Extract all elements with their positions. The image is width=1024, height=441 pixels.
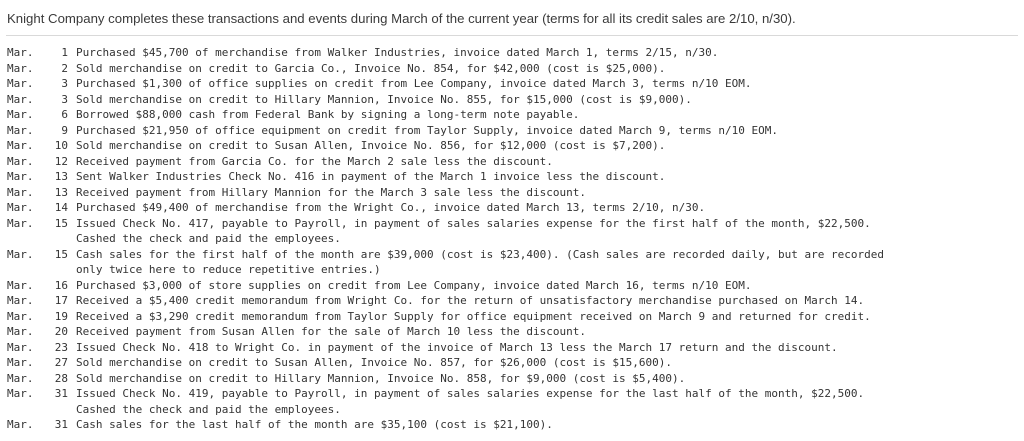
transaction-text: Received a $5,400 credit memorandum from Wright Co. for the return of unsatisfactory merchandise purchased on March 14. [76, 294, 865, 307]
transaction-month: Mar. [7, 170, 34, 183]
transaction-text: Sold merchandise on credit to Susan Allen, Invoice No. 856, for $12,000 (cost is $7,200). [76, 139, 666, 152]
transaction-month: Mar. [7, 154, 34, 168]
transaction-entry [7, 154, 884, 170]
transaction-text: Borrowed $88,000 cash from Federal Bank by signing a long-term note payable. [76, 108, 580, 121]
transaction-day: 19 [54, 309, 68, 323]
transaction-text: Purchased $3,000 of store supplies on credit from Lee Company, invoice dated March 16, terms n/10 EOM. [76, 278, 752, 292]
transaction-month: Mar. [7, 294, 34, 307]
transaction-text: Issued Check No. 418 to Wright Co. in payment of the invoice of March 13 less the March 17 return and the discount. [76, 340, 838, 354]
transaction-text: Received payment from Susan Allen for the sale of March 10 less the discount. [76, 325, 586, 338]
transaction-entry [7, 200, 884, 216]
transaction-text: Purchased $21,950 of office equipment on credit from Taylor Supply, invoice dated March 9, terms n/10 EOM. [76, 123, 778, 137]
transaction-day: 17 [54, 294, 68, 307]
transaction-entry [7, 45, 884, 61]
transaction-day: 12 [54, 154, 68, 168]
transaction-day: 28 [54, 371, 68, 385]
transaction-month: Mar. [7, 216, 34, 230]
transaction-month: Mar. [7, 185, 34, 199]
transaction-text: Issued Check No. 419, payable to Payroll, in payment of sales salaries expense for the last half of the month, $22,500. [76, 387, 865, 400]
transaction-day: 16 [54, 278, 68, 292]
transaction-day: 1 [61, 46, 68, 59]
transaction-entry [7, 309, 884, 325]
transaction-text: Sent Walker Industries Check No. 416 in payment of the March 1 invoice less the discount. [76, 170, 666, 183]
transaction-row [7, 371, 884, 387]
transaction-month: Mar. [7, 309, 34, 323]
transaction-row [7, 154, 884, 170]
transaction-month: Mar. [7, 278, 34, 292]
transaction-day: 2 [61, 61, 68, 75]
transaction-month: Mar. [7, 325, 34, 338]
transaction-month: Mar. [7, 201, 34, 214]
transaction-entry [7, 138, 884, 154]
transaction-entry [7, 247, 884, 278]
transaction-day: 9 [61, 123, 68, 137]
transaction-month: Mar. [7, 371, 34, 385]
transaction-day: 6 [61, 108, 68, 121]
transaction-day: 3 [61, 77, 68, 90]
transaction-row [7, 309, 884, 325]
transaction-text: Cash sales for the last half of the month are $35,100 (cost is $21,100). [76, 418, 553, 431]
transaction-month: Mar. [7, 387, 34, 400]
transaction-row [7, 123, 884, 139]
transaction-entry [7, 76, 884, 92]
transaction-entry [7, 371, 884, 387]
transaction-entry [7, 340, 884, 356]
transaction-text: Sold merchandise on credit to Hillary Mannion, Invoice No. 855, for $15,000 (cost is $9,000). [76, 92, 692, 106]
transaction-text: Sold merchandise on credit to Hillary Mannion, Invoice No. 858, for $9,000 (cost is $5,400). [76, 371, 686, 385]
transaction-row [7, 76, 884, 92]
transaction-month: Mar. [7, 247, 34, 261]
transaction-row [7, 278, 884, 294]
transaction-day: 3 [61, 92, 68, 106]
transaction-day: 27 [54, 356, 68, 369]
transaction-month: Mar. [7, 77, 34, 90]
transaction-entry [7, 355, 884, 371]
transaction-row [7, 417, 884, 433]
transaction-entry [7, 169, 884, 185]
transaction-text: Purchased $45,700 of merchandise from Walker Industries, invoice dated March 1, terms 2/15, n/30. [76, 46, 719, 59]
transaction-entry [7, 293, 884, 309]
transaction-month: Mar. [7, 356, 34, 369]
transaction-text: Cash sales for the first half of the month are $39,000 (cost is $23,400). (Cash sales are recorded daily, but are recorded [76, 247, 884, 261]
transaction-entry [7, 123, 884, 139]
transaction-row [7, 61, 884, 77]
transaction-entry [7, 216, 884, 247]
transaction-entry [7, 107, 884, 123]
transaction-row [7, 386, 884, 402]
transaction-day: 10 [54, 139, 68, 152]
transaction-row [7, 138, 884, 154]
transaction-text: Sold merchandise on credit to Susan Allen, Invoice No. 857, for $26,000 (cost is $15,600). [76, 356, 673, 369]
transaction-row [7, 45, 884, 61]
transaction-month: Mar. [7, 139, 34, 152]
transaction-text: Received payment from Hillary Mannion for the March 3 sale less the discount. [76, 185, 586, 199]
transaction-day: 14 [54, 201, 68, 214]
transaction-text: Received a $3,290 credit memorandum from Taylor Supply for office equipment received on March 9 and returned for credit. [76, 309, 871, 323]
transaction-row [7, 324, 884, 340]
transaction-month: Mar. [7, 108, 34, 121]
transaction-day: 15 [54, 247, 68, 261]
transaction-month: Mar. [7, 46, 34, 59]
transaction-day: 15 [54, 216, 68, 230]
transaction-row [7, 92, 884, 108]
transaction-row [7, 169, 884, 185]
transaction-row [7, 340, 884, 356]
transaction-month: Mar. [7, 123, 34, 137]
transaction-text: Received payment from Garcia Co. for the March 2 sale less the discount. [76, 154, 553, 168]
transaction-month: Mar. [7, 61, 34, 75]
transaction-continuation: Cashed the check and paid the employees. [76, 402, 341, 416]
transaction-month: Mar. [7, 92, 34, 106]
transaction-row [7, 247, 884, 263]
transaction-entry [7, 92, 884, 108]
transaction-row [7, 293, 884, 309]
transaction-day: 13 [54, 170, 68, 183]
transaction-month: Mar. [7, 418, 34, 431]
transaction-continuation: only twice here to reduce repetitive entries.) [76, 263, 381, 276]
transaction-text: Issued Check No. 417, payable to Payroll, in payment of sales salaries expense for the first half of the month, $22,500. [76, 216, 871, 230]
transaction-list [7, 45, 884, 433]
transaction-entry [7, 185, 884, 201]
problem-intro: Knight Company completes these transactions and events during March of the current year (terms for all its credit sales are 2/10, n/30). [7, 11, 796, 26]
transaction-text: Sold merchandise on credit to Garcia Co., Invoice No. 854, for $42,000 (cost is $25,000). [76, 61, 666, 75]
transaction-text: Purchased $49,400 of merchandise from the Wright Co., invoice dated March 13, terms 2/10, n/30. [76, 201, 706, 214]
transaction-entry [7, 61, 884, 77]
transaction-day: 31 [54, 418, 68, 431]
transaction-continuation: Cashed the check and paid the employees. [76, 232, 341, 245]
transaction-entry [7, 417, 884, 433]
transaction-day: 13 [54, 185, 68, 199]
transaction-entry [7, 278, 884, 294]
transaction-entry [7, 324, 884, 340]
transaction-row [7, 200, 884, 216]
transaction-entry [7, 386, 884, 417]
transaction-row [7, 107, 884, 123]
transaction-text: Purchased $1,300 of office supplies on credit from Lee Company, invoice dated March 3, terms n/10 EOM. [76, 77, 752, 90]
transaction-day: 31 [54, 387, 68, 400]
transaction-month: Mar. [7, 340, 34, 354]
transaction-day: 20 [54, 325, 68, 338]
divider [6, 35, 1018, 36]
transaction-row [7, 185, 884, 201]
transaction-row [7, 216, 884, 232]
transaction-day: 23 [54, 340, 68, 354]
transaction-row [7, 355, 884, 371]
